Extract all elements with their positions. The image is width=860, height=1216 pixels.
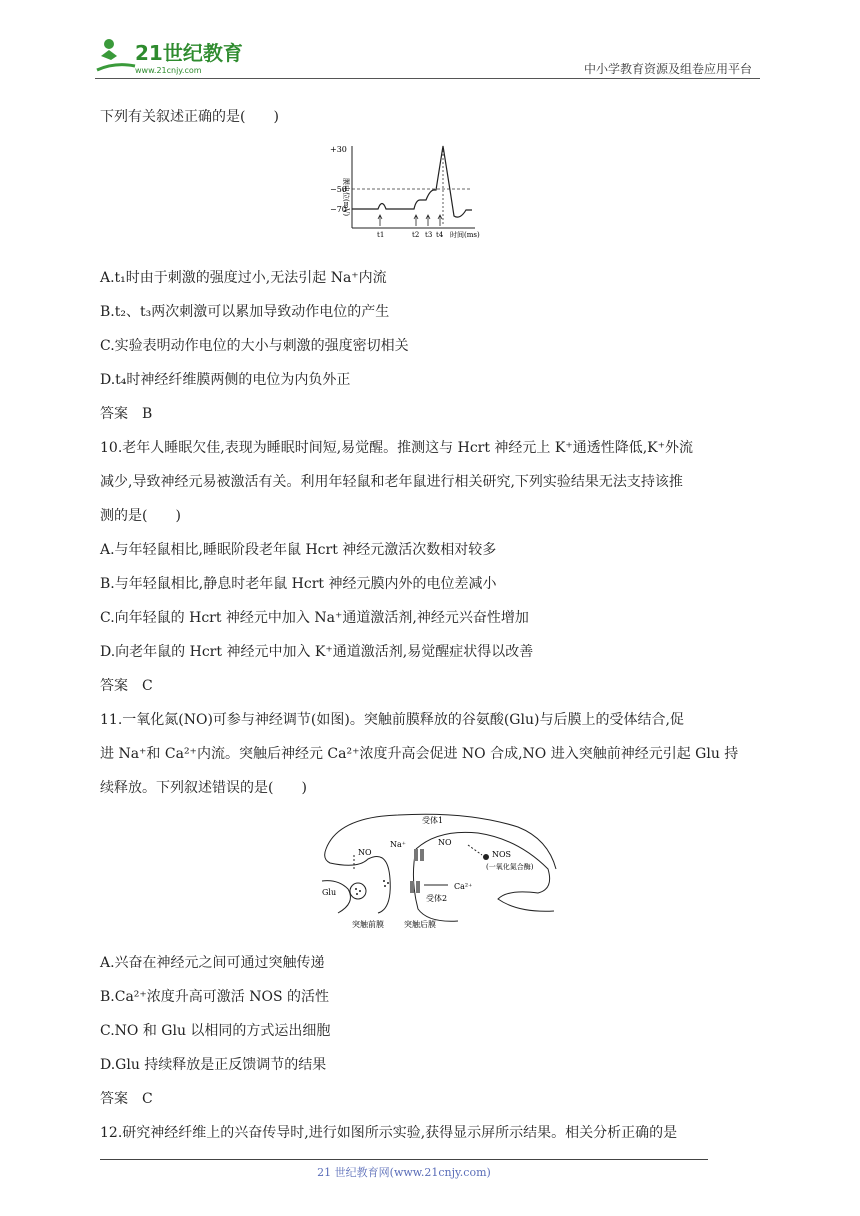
q10-answer: 答案 C — [100, 678, 153, 694]
q10-stem-line1: 10.老年人睡眠欠佳,表现为睡眠时间短,易觉醒。推测这与 Hcrt 神经元上 K⁺通透性降低,K⁺外流 — [100, 440, 694, 456]
platform-name: 中小学教育资源及组卷应用平台 — [583, 62, 752, 76]
tick-minus70: −70 — [330, 205, 347, 214]
q11-option-c: C.NO 和 Glu 以相同的方式运出细胞 — [100, 1023, 331, 1039]
footer-text[interactable]: 21 世纪教育网(www.21cnjy.com) — [317, 1166, 491, 1179]
q11-answer: 答案 C — [100, 1091, 153, 1107]
tick-plus30: +30 — [330, 145, 347, 154]
q9-stem: 下列有关叙述正确的是( ) — [100, 109, 279, 125]
q12-stem-line1: 12.研究神经纤维上的兴奋传导时,进行如图所示实验,获得显示屏所示结果。相关分析正确的是 — [100, 1125, 678, 1141]
label-no-top: NO — [438, 838, 452, 847]
label-glu: Glu — [322, 888, 337, 897]
q11-stem-line2: 进 Na⁺和 Ca²⁺内流。突触后神经元 Ca²⁺浓度升高会促进 NO 合成,NO 进入突触前神经元引起 Glu 持 — [100, 746, 739, 762]
q11-stem-line1: 11.一氧化氮(NO)可参与神经调节(如图)。突触前膜释放的谷氨酸(Glu)与后膜上的受体结合,促 — [100, 712, 684, 728]
page-header — [95, 30, 760, 82]
label-receptor1: 受体1 — [422, 816, 444, 825]
label-t4: t4 — [436, 231, 444, 239]
label-presynaptic: 突触前膜 — [352, 920, 384, 929]
q10-option-b: B.与年轻鼠相比,静息时老年鼠 Hcrt 神经元膜内外的电位差减小 — [100, 576, 497, 592]
label-receptor2: 受体2 — [426, 894, 448, 903]
membrane-potential-figure — [330, 138, 510, 248]
y-axis-label: 膜电位(mV) — [342, 178, 350, 217]
q11-stem-line3: 续释放。下列叙述错误的是( ) — [100, 780, 307, 796]
logo-url: www.21cnjy.com — [135, 66, 202, 75]
q10-option-d: D.向老年鼠的 Hcrt 神经元中加入 K⁺通道激活剂,易觉醒症状得以改善 — [100, 644, 534, 660]
q10-stem-line3: 测的是( ) — [100, 508, 181, 524]
q10-option-a: A.与年轻鼠相比,睡眠阶段老年鼠 Hcrt 神经元激活次数相对较多 — [100, 542, 497, 558]
q11-option-b: B.Ca²⁺浓度升高可激活 NOS 的活性 — [100, 989, 330, 1005]
synapse-figure — [318, 809, 558, 931]
site-logo — [95, 36, 255, 76]
label-t3: t3 — [425, 231, 433, 239]
label-ca: Ca²⁺ — [454, 882, 473, 891]
label-postsynaptic: 突触后膜 — [404, 920, 436, 929]
label-nos: NOS — [492, 850, 512, 859]
q9-option-a: A.t₁时由于刺激的强度过小,无法引起 Na⁺内流 — [100, 270, 387, 286]
q10-option-c: C.向年轻鼠的 Hcrt 神经元中加入 Na⁺通道激活剂,神经元兴奋性增加 — [100, 610, 529, 626]
label-na: Na⁺ — [390, 840, 406, 849]
x-axis-label: 时间(ms) — [450, 231, 480, 239]
q10-stem-line2: 减少,导致神经元易被激活有关。利用年轻鼠和老年鼠进行相关研究,下列实验结果无法支持该推 — [100, 474, 683, 490]
q9-answer: 答案 B — [100, 406, 153, 422]
q9-option-b: B.t₂、t₃两次刺激可以累加导致动作电位的产生 — [100, 304, 390, 320]
q9-option-d: D.t₄时神经纤维膜两侧的电位为内负外正 — [100, 372, 351, 388]
document-body — [100, 100, 765, 1150]
label-t2: t2 — [412, 231, 420, 239]
tick-minus50: −50 — [330, 185, 347, 194]
q11-option-d: D.Glu 持续释放是正反馈调节的结果 — [100, 1057, 327, 1073]
footer-rule — [100, 1159, 708, 1160]
header-rule — [95, 78, 760, 79]
label-nos-note: (一氧化氮合酶) — [486, 863, 534, 871]
label-no-left: NO — [358, 848, 372, 857]
logo-text: 21世纪教育 — [135, 41, 243, 65]
q11-option-a: A.兴奋在神经元之间可通过突触传递 — [100, 955, 325, 971]
q9-option-c: C.实验表明动作电位的大小与刺激的强度密切相关 — [100, 338, 409, 354]
label-t1: t1 — [377, 231, 385, 239]
